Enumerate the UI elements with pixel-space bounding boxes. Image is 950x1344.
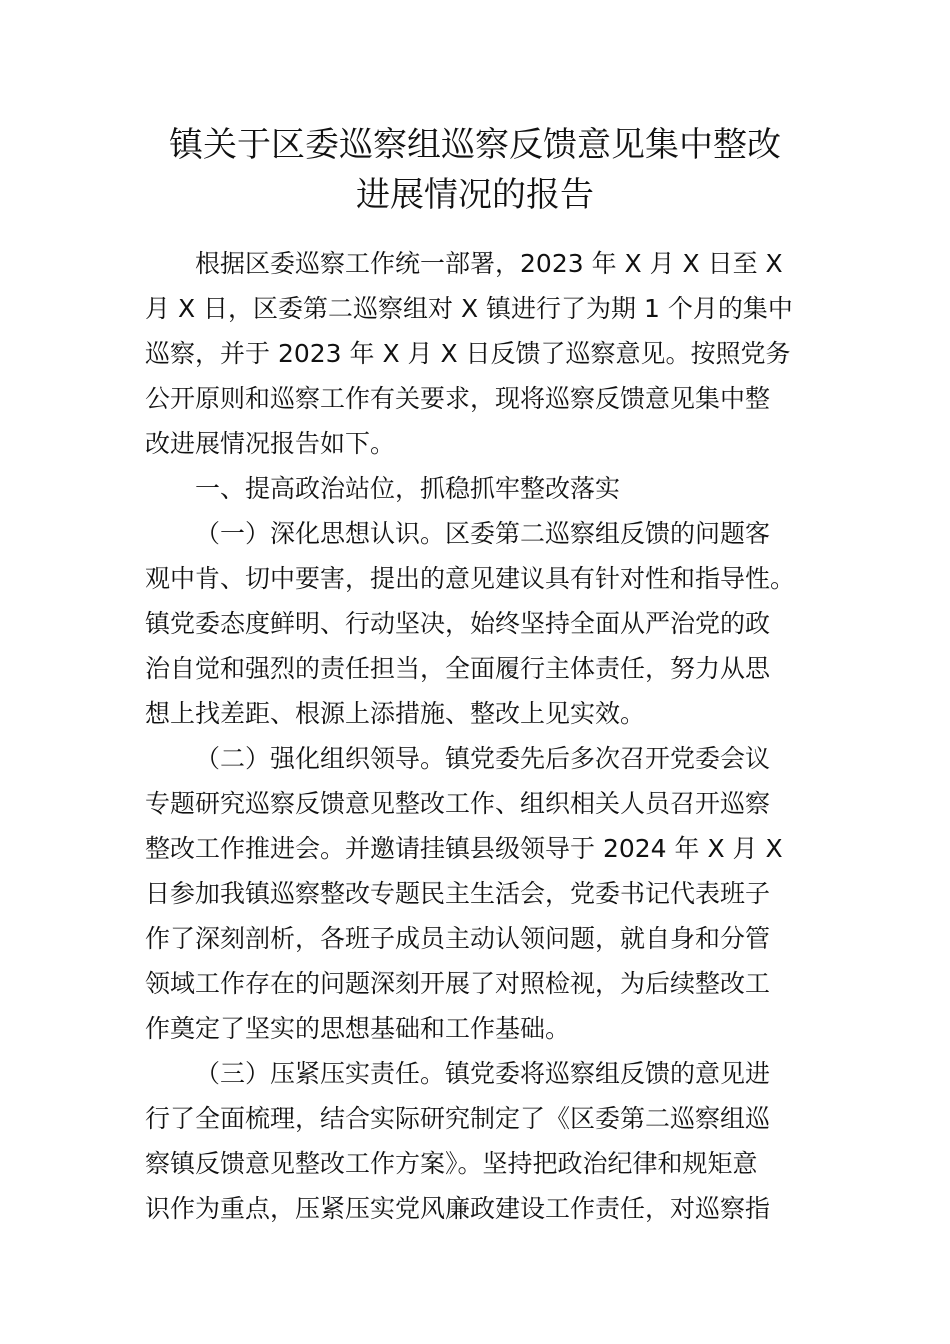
document-title-line-1: 镇关于区委巡察组巡察反馈意见集中整改	[169, 125, 781, 165]
body-line: 整改工作推进会。并邀请挂镇县级领导于 2024 年 X 月 X	[145, 834, 783, 863]
body-line: 作奠定了坚实的思想基础和工作基础。	[145, 1014, 571, 1043]
body-line: 根据区委巡察工作统一部署，2023 年 X 月 X 日至 X	[195, 249, 783, 278]
body-line: （三）压紧压实责任。镇党委将巡察组反馈的意见进	[195, 1059, 771, 1088]
body-line: （一）深化思想认识。区委第二巡察组反馈的问题客	[195, 519, 771, 548]
body-line: （二）强化组织领导。镇党委先后多次召开党委会议	[195, 744, 771, 773]
body-line: 巡察，并于 2023 年 X 月 X 日反馈了巡察意见。按照党务	[145, 339, 791, 368]
body-line: 治自觉和强烈的责任担当，全面履行主体责任，努力从思	[145, 654, 771, 683]
body-line: 领域工作存在的问题深刻开展了对照检视，为后续整改工	[145, 969, 771, 998]
body-line: 镇党委态度鲜明、行动坚决，始终坚持全面从严治党的政	[145, 609, 771, 638]
body-line: 作了深刻剖析，各班子成员主动认领问题，就自身和分管	[145, 924, 771, 953]
document-body	[145, 241, 810, 1231]
document-title-line-2: 进展情况的报告	[356, 175, 594, 215]
body-line: 想上找差距、根源上添措施、整改上见实效。	[145, 699, 646, 728]
body-line: 观中肯、切中要害，提出的意见建议具有针对性和指导性。	[145, 564, 796, 593]
body-line: 月 X 日，区委第二巡察组对 X 镇进行了为期 1 个月的集中	[145, 294, 793, 323]
body-line: 改进展情况报告如下。	[145, 429, 396, 458]
body-line: 日参加我镇巡察整改专题民主生活会，党委书记代表班子	[145, 879, 771, 908]
body-line: 察镇反馈意见整改工作方案》。坚持把政治纪律和规矩意	[145, 1149, 758, 1178]
body-line: 行了全面梳理，结合实际研究制定了《区委第二巡察组巡	[145, 1104, 771, 1133]
body-line: 公开原则和巡察工作有关要求，现将巡察反馈意见集中整	[145, 384, 771, 413]
body-line: 识作为重点，压紧压实党风廉政建设工作责任，对巡察指	[145, 1194, 771, 1223]
section-heading: 一、提高政治站位，抓稳抓牢整改落实	[195, 474, 621, 503]
body-line: 专题研究巡察反馈意见整改工作、组织相关人员召开巡察	[145, 789, 771, 818]
